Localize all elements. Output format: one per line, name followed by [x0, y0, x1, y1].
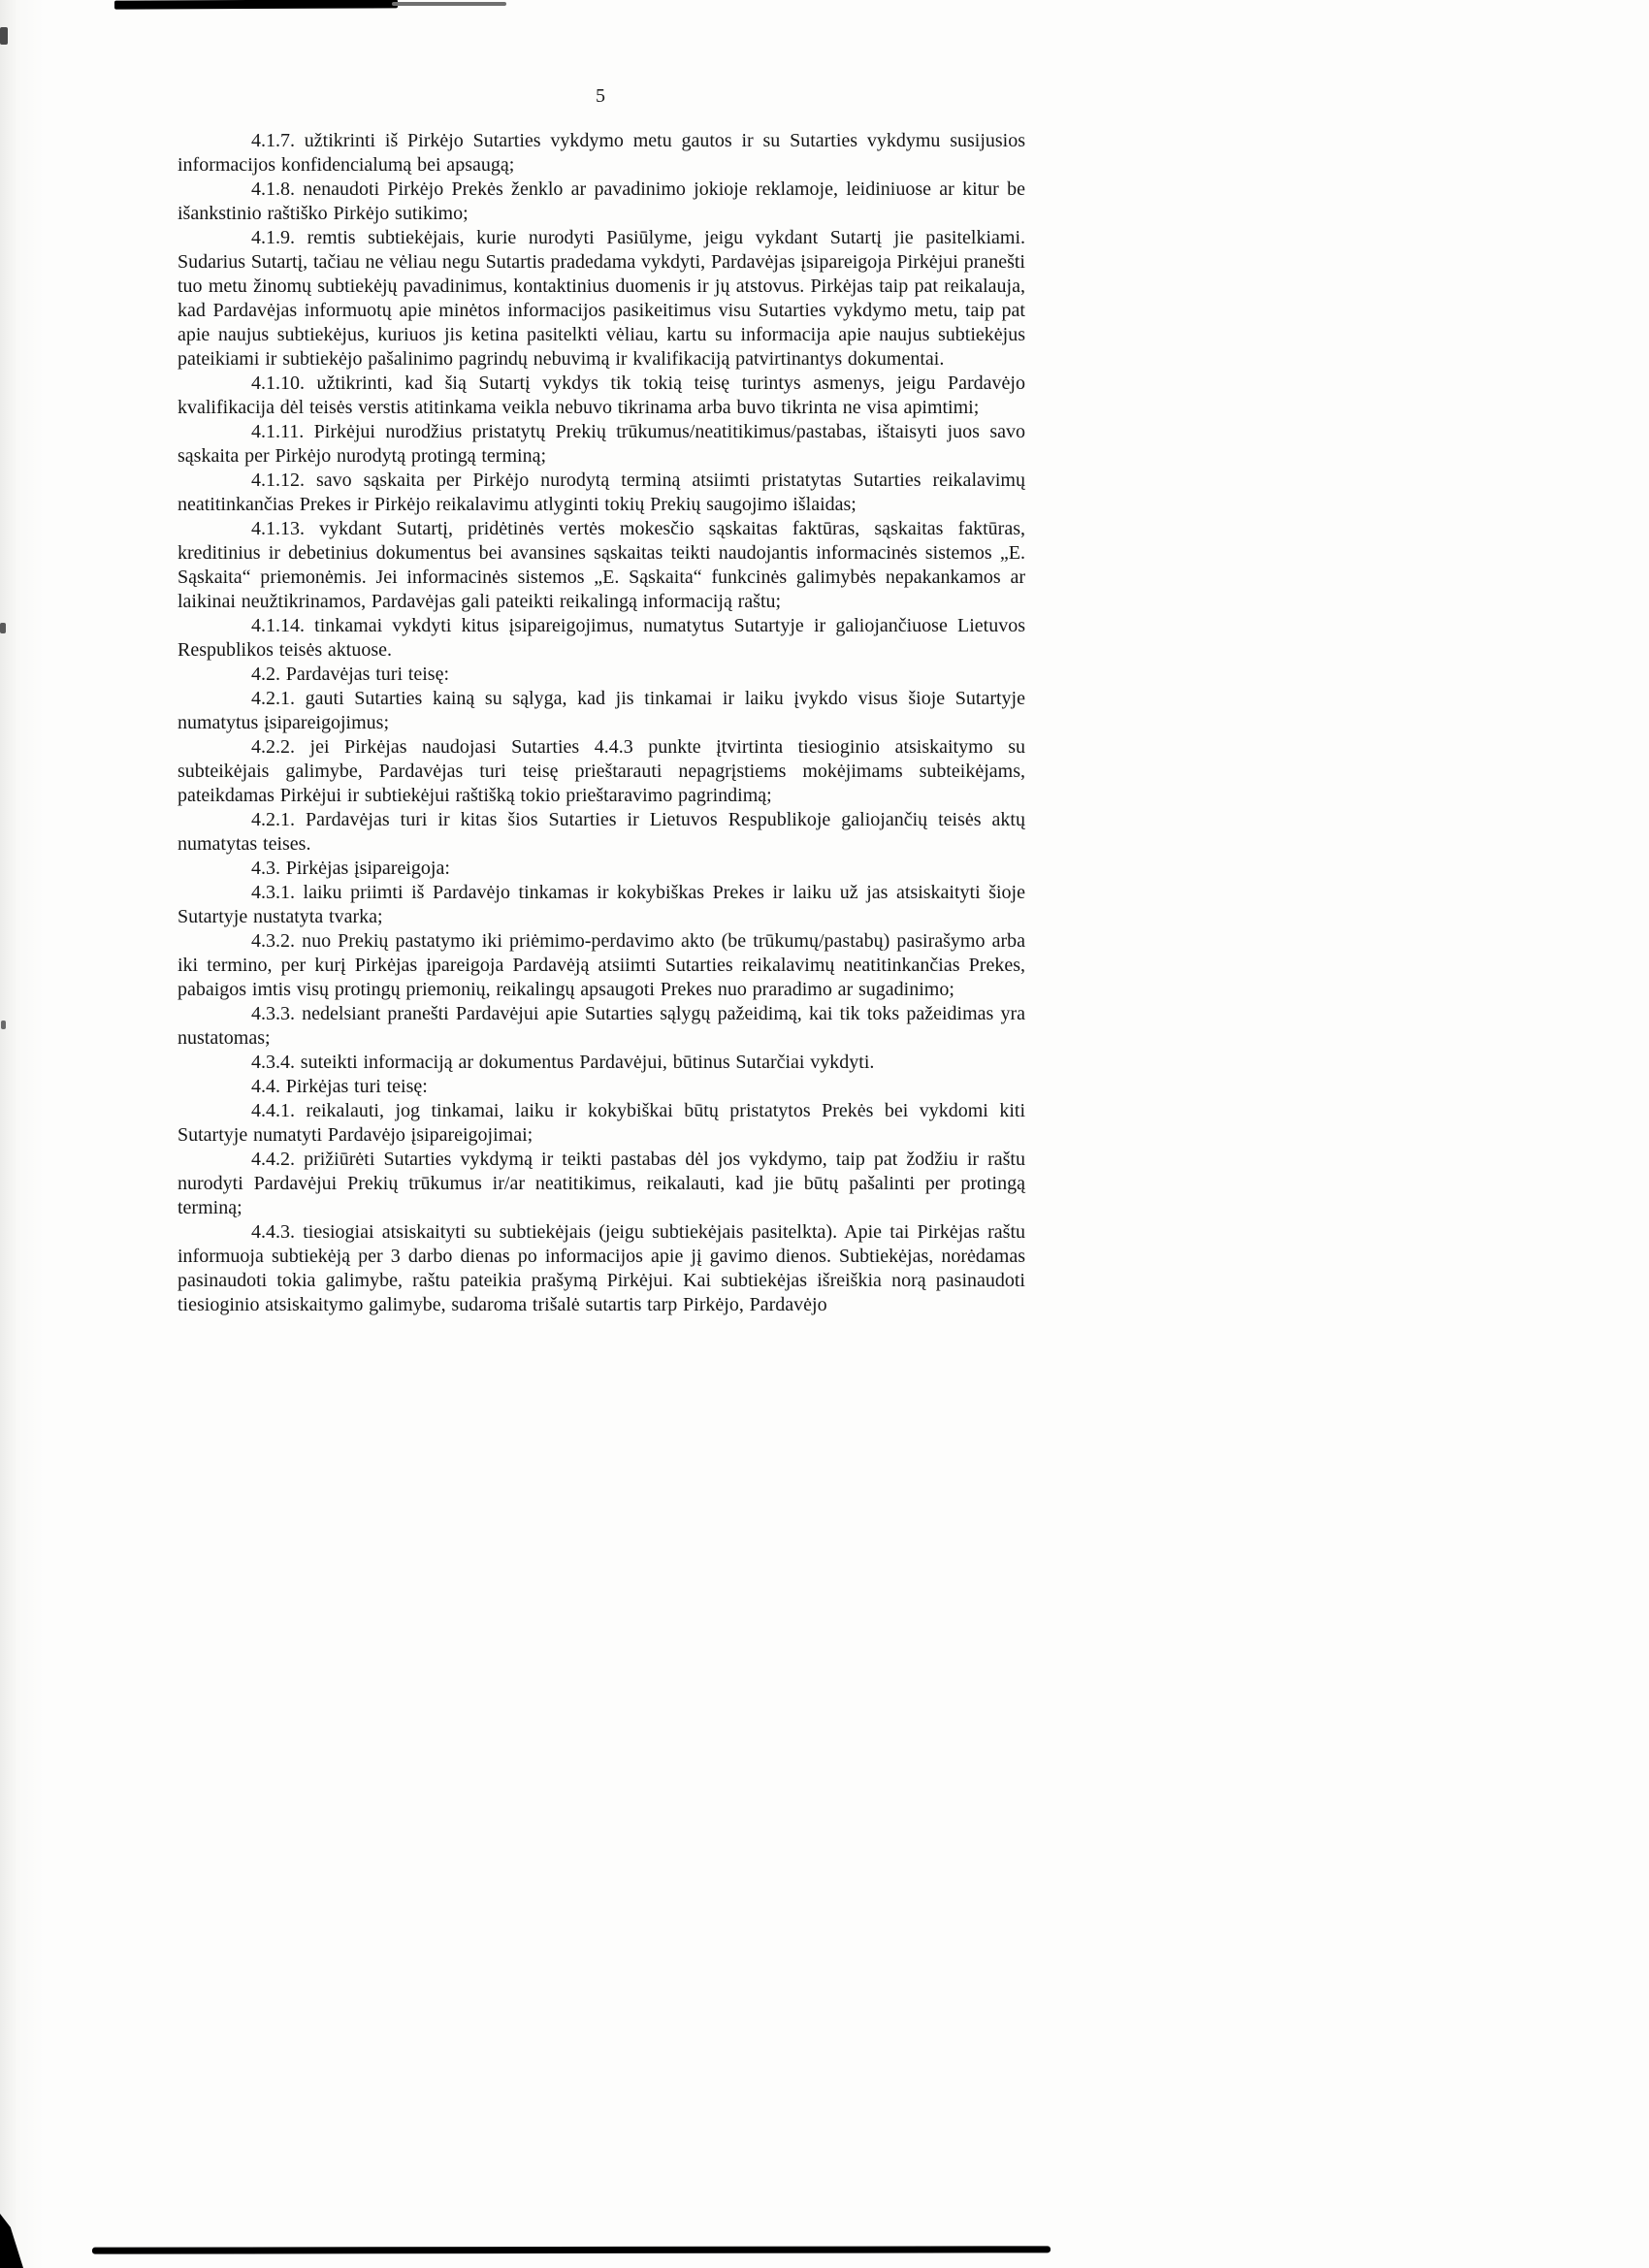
paragraph-4-3-2: 4.3.2. nuo Prekių pastatymo iki priėmimo-perdavimo akto (be trūkumų/pastabų) pasirašymo arba iki termino, per kurį Pirkėjas įpareigoja Pardavėją atsiimti Sutarties reikalavimų neatitinkančias Prekes, pabaigos imtis visų protingų priemonių, reikalingų apsaugoti Prekes nuo praradimo ar sugadinimo; [178, 930, 1025, 1000]
paragraph-4-3-4: 4.3.4. suteikti informaciją ar dokumentus Pardavėjui, būtinus Sutarčiai vykdyti. [251, 1052, 875, 1073]
paragraph-4-4: 4.4. Pirkėjas turi teisę: [251, 1076, 428, 1097]
scan-artifact-top-streak-2 [392, 2, 506, 6]
paragraph-4-3-3: 4.3.3. nedelsiant pranešti Pardavėjui apie Sutarties sąlygų pažeidimą, kai tik toks pažeidimas yra nustatomas; [178, 1003, 1025, 1049]
paragraph-4-2-1: 4.2.1. gauti Sutarties kainą su sąlyga, kad jis tinkamai ir laiku įvykdo visus šioje Sutartyje numatytus įsipareigojimus; [178, 688, 1025, 733]
paragraph-4-1-7: 4.1.7. užtikrinti iš Pirkėjo Sutarties vykdymo metu gautos ir su Sutarties vykdymu susijusios informacijos konfidencialumą bei apsaugą; [178, 130, 1025, 176]
paragraph-4-2: 4.2. Pardavėjas turi teisę: [251, 664, 450, 685]
paragraph-4-1-8: 4.1.8. nenaudoti Pirkėjo Prekės ženklo ar pavadinimo jokioje reklamoje, leidiniuose ar kitur be išankstinio raštiško Pirkėjo sutikimo; [178, 178, 1025, 224]
page-number: 5 [596, 85, 605, 107]
paragraph-4-1-13: 4.1.13. vykdant Sutartį, pridėtinės vertės mokesčio sąskaitas faktūras, sąskaitas faktūras, kreditinius ir debetinius dokumentus bei avansines sąskaitas teikti naudojantis informacinės sistemos „E. Sąskaita“ priemonėmis. Jei informacinės sistemos „E. Sąskaita“ funkcinės galimybės nepakankamos ar laikinai neužtikrinamos, Pardavėjas gali pateikti reikalingą informaciją raštu; [178, 518, 1025, 612]
paragraph-4-1-14: 4.1.14. tinkamai vykdyti kitus įsipareigojimus, numatytus Sutartyje ir galiojančiuose Lietuvos Respublikos teisės aktuose. [178, 615, 1025, 661]
scan-artifact-top-streak [114, 0, 398, 10]
scan-artifact-left-speck [1, 1021, 6, 1029]
scan-artifact-left-speck [0, 623, 6, 633]
paragraph-4-3: 4.3. Pirkėjas įsipareigoja: [251, 858, 450, 879]
paragraph-4-4-2: 4.4.2. prižiūrėti Sutarties vykdymą ir teikti pastabas dėl jos vykdymo, taip pat žodžiu ir raštu nurodyti Pardavėjui Prekių trūkumus ir/ar neatitikimus, reikalauti, kad jie būtų pašalinti per protingą terminą; [178, 1149, 1025, 1218]
paragraph-4-1-10: 4.1.10. užtikrinti, kad šią Sutartį vykdys tik tokią teisę turintys asmenys, jeigu Pardavėjo kvalifikacija dėl teisės verstis atitinkama veikla nebuvo tikrinama arba buvo tikrinta ne visa apimtimi; [178, 373, 1025, 418]
paragraph-4-2-1b: 4.2.1. Pardavėjas turi ir kitas šios Sutarties ir Lietuvos Respublikoje galiojančių teisės aktų numatytas teises. [178, 809, 1025, 855]
paragraph-4-1-12: 4.1.12. savo sąskaita per Pirkėjo nurodytą terminą atsiimti pristatytas Sutarties reikalavimų neatitinkančias Prekes ir Pirkėjo reikalavimu atlyginti tokių Prekių saugojimo išlaidas; [178, 470, 1025, 515]
paragraph-4-4-1: 4.4.1. reikalauti, jog tinkamai, laiku ir kokybiškai būtų pristatytos Prekės bei vykdomi kiti Sutartyje numatyti Pardavėjo įsipareigojimai; [178, 1100, 1025, 1146]
scan-artifact-corner-blob [0, 2214, 23, 2268]
document-body [178, 129, 1025, 1317]
paragraph-4-1-9: 4.1.9. remtis subtiekėjais, kurie nurodyti Pasiūlyme, jeigu vykdant Sutartį jie pasitelkiami. Sudarius Sutartį, tačiau ne vėliau negu Sutartis pradedama vykdyti, Pardavėjas įsipareigoja Pirkėjui pranešti tuo metu žinomų subtiekėjų pavadinimus, kontaktinius duomenis ir jų atstovus. Pirkėjas taip pat reikalauja, kad Pardavėjas informuotų apie minėtos informacijos pasikeitimus visu Sutarties vykdymo metu, taip pat apie naujus subtiekėjus, kuriuos jis ketina pasitelkti vėliau, kartu su informacija apie naujus subtiekėjus pateikiami ir subtiekėjo pašalinimo pagrindų nebuvimą ir kvalifikaciją patvirtinantys dokumentai. [178, 227, 1025, 370]
paragraph-4-2-2: 4.2.2. jei Pirkėjas naudojasi Sutarties 4.4.3 punkte įtvirtinta tiesioginio atsiskaitymo su subteikėjais galimybe, Pardavėjas turi teisę prieštarauti nepagrįstiems mokėjimams subteikėjams, pateikdamas Pirkėjui ir subtiekėjui raštišką tokio prieštaravimo pagrindimą; [178, 736, 1025, 806]
paragraph-4-3-1: 4.3.1. laiku priimti iš Pardavėjo tinkamas ir kokybiškas Prekes ir laiku už jas atsiskaityti šioje Sutartyje nustatyta tvarka; [178, 882, 1025, 927]
paragraph-4-1-11: 4.1.11. Pirkėjui nurodžius pristatytų Prekių trūkumus/neatitikimus/pastabas, ištaisyti juos savo sąskaita per Pirkėjo nurodytą protingą terminą; [178, 421, 1025, 467]
scan-artifact-bottom-line [92, 2246, 1051, 2253]
scan-artifact-left-speck [0, 27, 8, 45]
paragraph-4-4-3: 4.4.3. tiesiogiai atsiskaityti su subtiekėjais (jeigu subtiekėjais pasitelkta). Apie tai Pirkėjas raštu informuoja subtiekėją per 3 darbo dienas po informacijos apie jį gavimo dienos. Subtiekėjas, norėdamas pasinaudoti tokia galimybe, raštu pateikia prašymą Pirkėjui. Kai subtiekėjas išreiškia norą pasinaudoti tiesioginio atsiskaitymo galimybe, sudaroma trišalė sutartis tarp Pirkėjo, Pardavėjo [178, 1221, 1025, 1315]
